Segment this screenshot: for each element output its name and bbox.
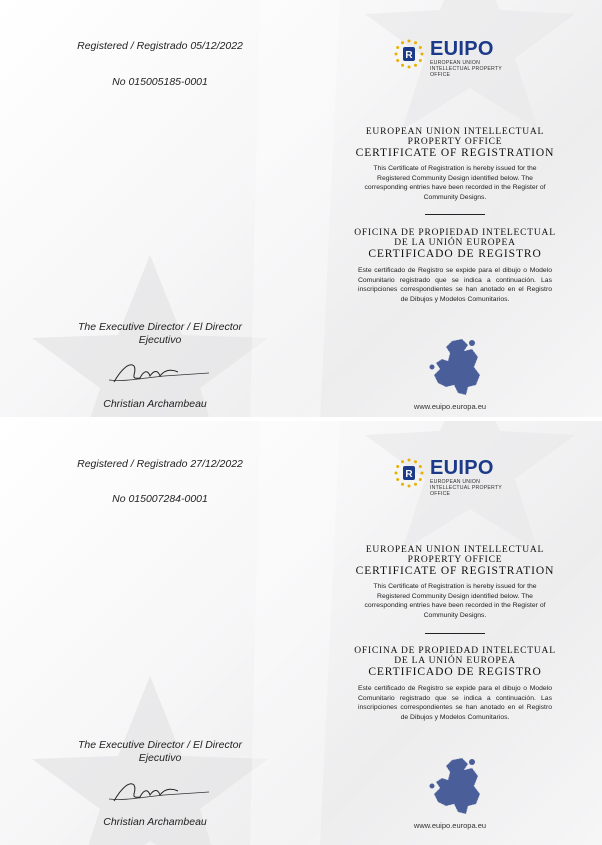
registration-number: No 015007284-0001 bbox=[112, 493, 208, 505]
en-heading: EUROPEAN UNION INTELLECTUAL PROPERTY OFFICE CERTIFICATE OF REGISTRATION bbox=[330, 545, 580, 578]
svg-text:R: R bbox=[405, 469, 413, 480]
registration-date: Registered / Registrado 05/12/2022 bbox=[77, 40, 243, 52]
europe-map-icon bbox=[428, 337, 488, 399]
section-divider bbox=[425, 214, 485, 215]
registration-number: No 015005185-0001 bbox=[112, 76, 208, 88]
website-url: www.euipo.europa.eu bbox=[413, 402, 487, 411]
logo-wordmark: EUIPO bbox=[430, 457, 494, 479]
registration-date: Registered / Registrado 27/12/2022 bbox=[77, 458, 243, 470]
es-body-text: Este certificado de Registro se expide para el dibujo o Modelo Comunitario registrado que se indica a continuación. Las inscripciones correspondientes se han anotado en el Registro de Dibujos y Modelos Comunitarios. bbox=[358, 267, 552, 303]
es-certificate-title: CERTIFICADO DE REGISTRO bbox=[368, 666, 542, 678]
logo-wordmark: EUIPO bbox=[430, 38, 494, 60]
euipo-logo bbox=[393, 38, 523, 78]
website-url: www.euipo.europa.eu bbox=[413, 821, 487, 830]
certificate-1 bbox=[0, 0, 602, 417]
en-certificate-title: CERTIFICATE OF REGISTRATION bbox=[355, 147, 555, 159]
en-body-text: This Certificate of Registration is hereby issued for the Registered Community Design identified below. The corresponding entries have been recorded in the Register of Community Designs. bbox=[364, 165, 546, 201]
section-divider bbox=[425, 633, 485, 634]
es-heading: OFICINA DE PROPIEDAD INTELECTUAL DE LA UNIÓN EUROPEA CERTIFICADO DE REGISTRO bbox=[330, 228, 580, 261]
signer-name: Christian Archambeau bbox=[103, 816, 207, 828]
logo-subtitle: EUROPEAN UNION INTELLECTUAL PROPERTY OFFICE bbox=[430, 479, 502, 497]
executive-director-title: The Executive Director / El Director Ejecutivo bbox=[78, 321, 242, 346]
eu-stars-icon bbox=[393, 457, 425, 489]
logo-subtitle: EUROPEAN UNION INTELLECTUAL PROPERTY OFFICE bbox=[430, 60, 502, 78]
svg-text:R: R bbox=[405, 50, 413, 61]
en-certificate-title: CERTIFICATE OF REGISTRATION bbox=[355, 565, 555, 577]
es-certificate-title: CERTIFICADO DE REGISTRO bbox=[368, 248, 542, 260]
es-body-text: Este certificado de Registro se expide para el dibujo o Modelo Comunitario registrado que se indica a continuación. Las inscripciones correspondientes se han anotado en el Registro de Dibujos y Modelos Comunitarios. bbox=[358, 685, 552, 721]
signature-graphic bbox=[104, 777, 214, 807]
certificate-2 bbox=[0, 421, 602, 845]
en-heading: EUROPEAN UNION INTELLECTUAL PROPERTY OFFICE CERTIFICATE OF REGISTRATION bbox=[330, 127, 580, 160]
europe-map-icon bbox=[428, 756, 488, 818]
en-body-text: This Certificate of Registration is hereby issued for the Registered Community Design identified below. The corresponding entries have been recorded in the Register of Community Designs. bbox=[364, 583, 546, 619]
eu-stars-icon bbox=[393, 38, 425, 70]
es-heading: OFICINA DE PROPIEDAD INTELECTUAL DE LA UNIÓN EUROPEA CERTIFICADO DE REGISTRO bbox=[330, 646, 580, 679]
signer-name: Christian Archambeau bbox=[103, 398, 207, 410]
signature-graphic bbox=[104, 358, 214, 388]
euipo-logo bbox=[393, 457, 523, 497]
executive-director-title: The Executive Director / El Director Ejecutivo bbox=[78, 739, 242, 764]
